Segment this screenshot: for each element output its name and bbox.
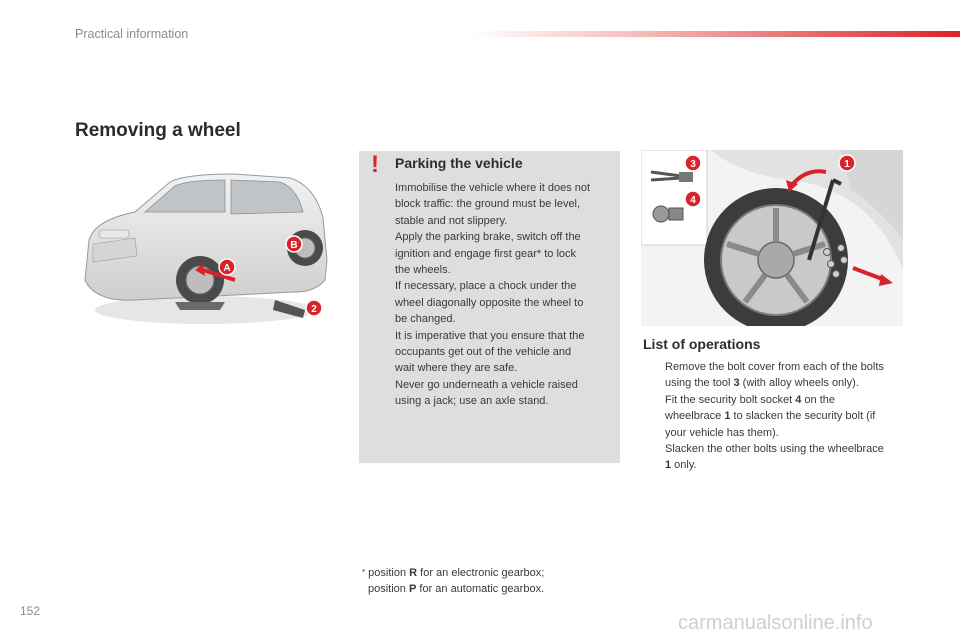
- page-number: 152: [20, 604, 41, 618]
- parking-heading: Parking the vehicle: [395, 155, 523, 171]
- footnote-line-2: [362, 581, 544, 597]
- operations-list: [643, 359, 893, 474]
- list-item: [643, 392, 893, 441]
- wheel-label-3: 3: [690, 159, 696, 170]
- op-ref: 3: [733, 377, 740, 390]
- parking-line: Never go underneath a vehicle raised: [395, 378, 578, 391]
- footnote-line-1: [362, 565, 544, 581]
- car-jack-illustration: [75, 160, 335, 335]
- parking-line: wheel diagonally opposite the wheel to: [395, 296, 584, 309]
- header-accent-bar: [470, 31, 960, 37]
- op-text: (with alloy wheels only).: [739, 377, 859, 390]
- parking-line: ignition and engage first gear* to lock: [395, 247, 577, 260]
- list-item: [643, 359, 893, 392]
- parking-line: the wheels.: [395, 264, 451, 277]
- page-title: Removing a wheel: [75, 120, 241, 141]
- parking-line: Apply the parking brake, switch off the: [395, 231, 581, 244]
- wheel-label-1: 1: [844, 159, 850, 170]
- car-label-2: 2: [311, 304, 317, 315]
- op-text: Remove the bolt cover from each of the bolts using the tool: [665, 361, 884, 390]
- parking-line: block traffic: the ground must be level,: [395, 198, 581, 211]
- parking-line: wait where they are safe.: [395, 362, 518, 375]
- parking-line: If necessary, place a chock under the: [395, 280, 577, 293]
- op-text: Slacken the other bolts using the wheelbrace: [665, 443, 884, 456]
- footnote-text: for an electronic gearbox;: [417, 567, 545, 579]
- footnote-text: position: [368, 583, 409, 595]
- parking-line: occupants get out of the vehicle and: [395, 346, 572, 359]
- parking-line: stable and not slippery.: [395, 214, 508, 227]
- operations-heading: List of operations: [643, 336, 761, 352]
- op-ref: 4: [795, 393, 802, 406]
- gearbox-footnote: [362, 565, 544, 597]
- wheel-bolts-illustration: [641, 150, 903, 326]
- footnote-text: for an automatic gearbox.: [416, 583, 545, 595]
- op-text: only.: [671, 459, 697, 472]
- parking-line: Immobilise the vehicle where it does not: [395, 182, 591, 194]
- warning-icon: !: [371, 151, 379, 178]
- parking-instructions: [395, 180, 620, 410]
- footnote-ref: R: [409, 567, 418, 579]
- car-label-a: A: [223, 263, 231, 274]
- op-text: Fit the security bolt socket: [665, 393, 796, 406]
- list-item: [643, 441, 893, 474]
- parking-line: be changed.: [395, 313, 456, 326]
- op-ref: 1: [724, 410, 731, 423]
- op-ref: 1: [665, 459, 672, 472]
- op-text: on the wheelbrace: [665, 393, 835, 423]
- footnote-text: position: [365, 567, 410, 579]
- op-text: to slacken the security bolt (if your vehicle has them).: [665, 410, 876, 439]
- section-title: Practical information: [75, 27, 189, 41]
- footnote-star: *: [362, 568, 366, 577]
- footnote-ref: P: [408, 583, 417, 595]
- watermark: carmanualsonline.info: [678, 612, 873, 634]
- wheel-label-4: 4: [690, 195, 696, 206]
- parking-line: It is imperative that you ensure that the: [395, 329, 585, 342]
- parking-line: using a jack; use an axle stand.: [395, 395, 549, 408]
- car-label-b: B: [290, 240, 298, 251]
